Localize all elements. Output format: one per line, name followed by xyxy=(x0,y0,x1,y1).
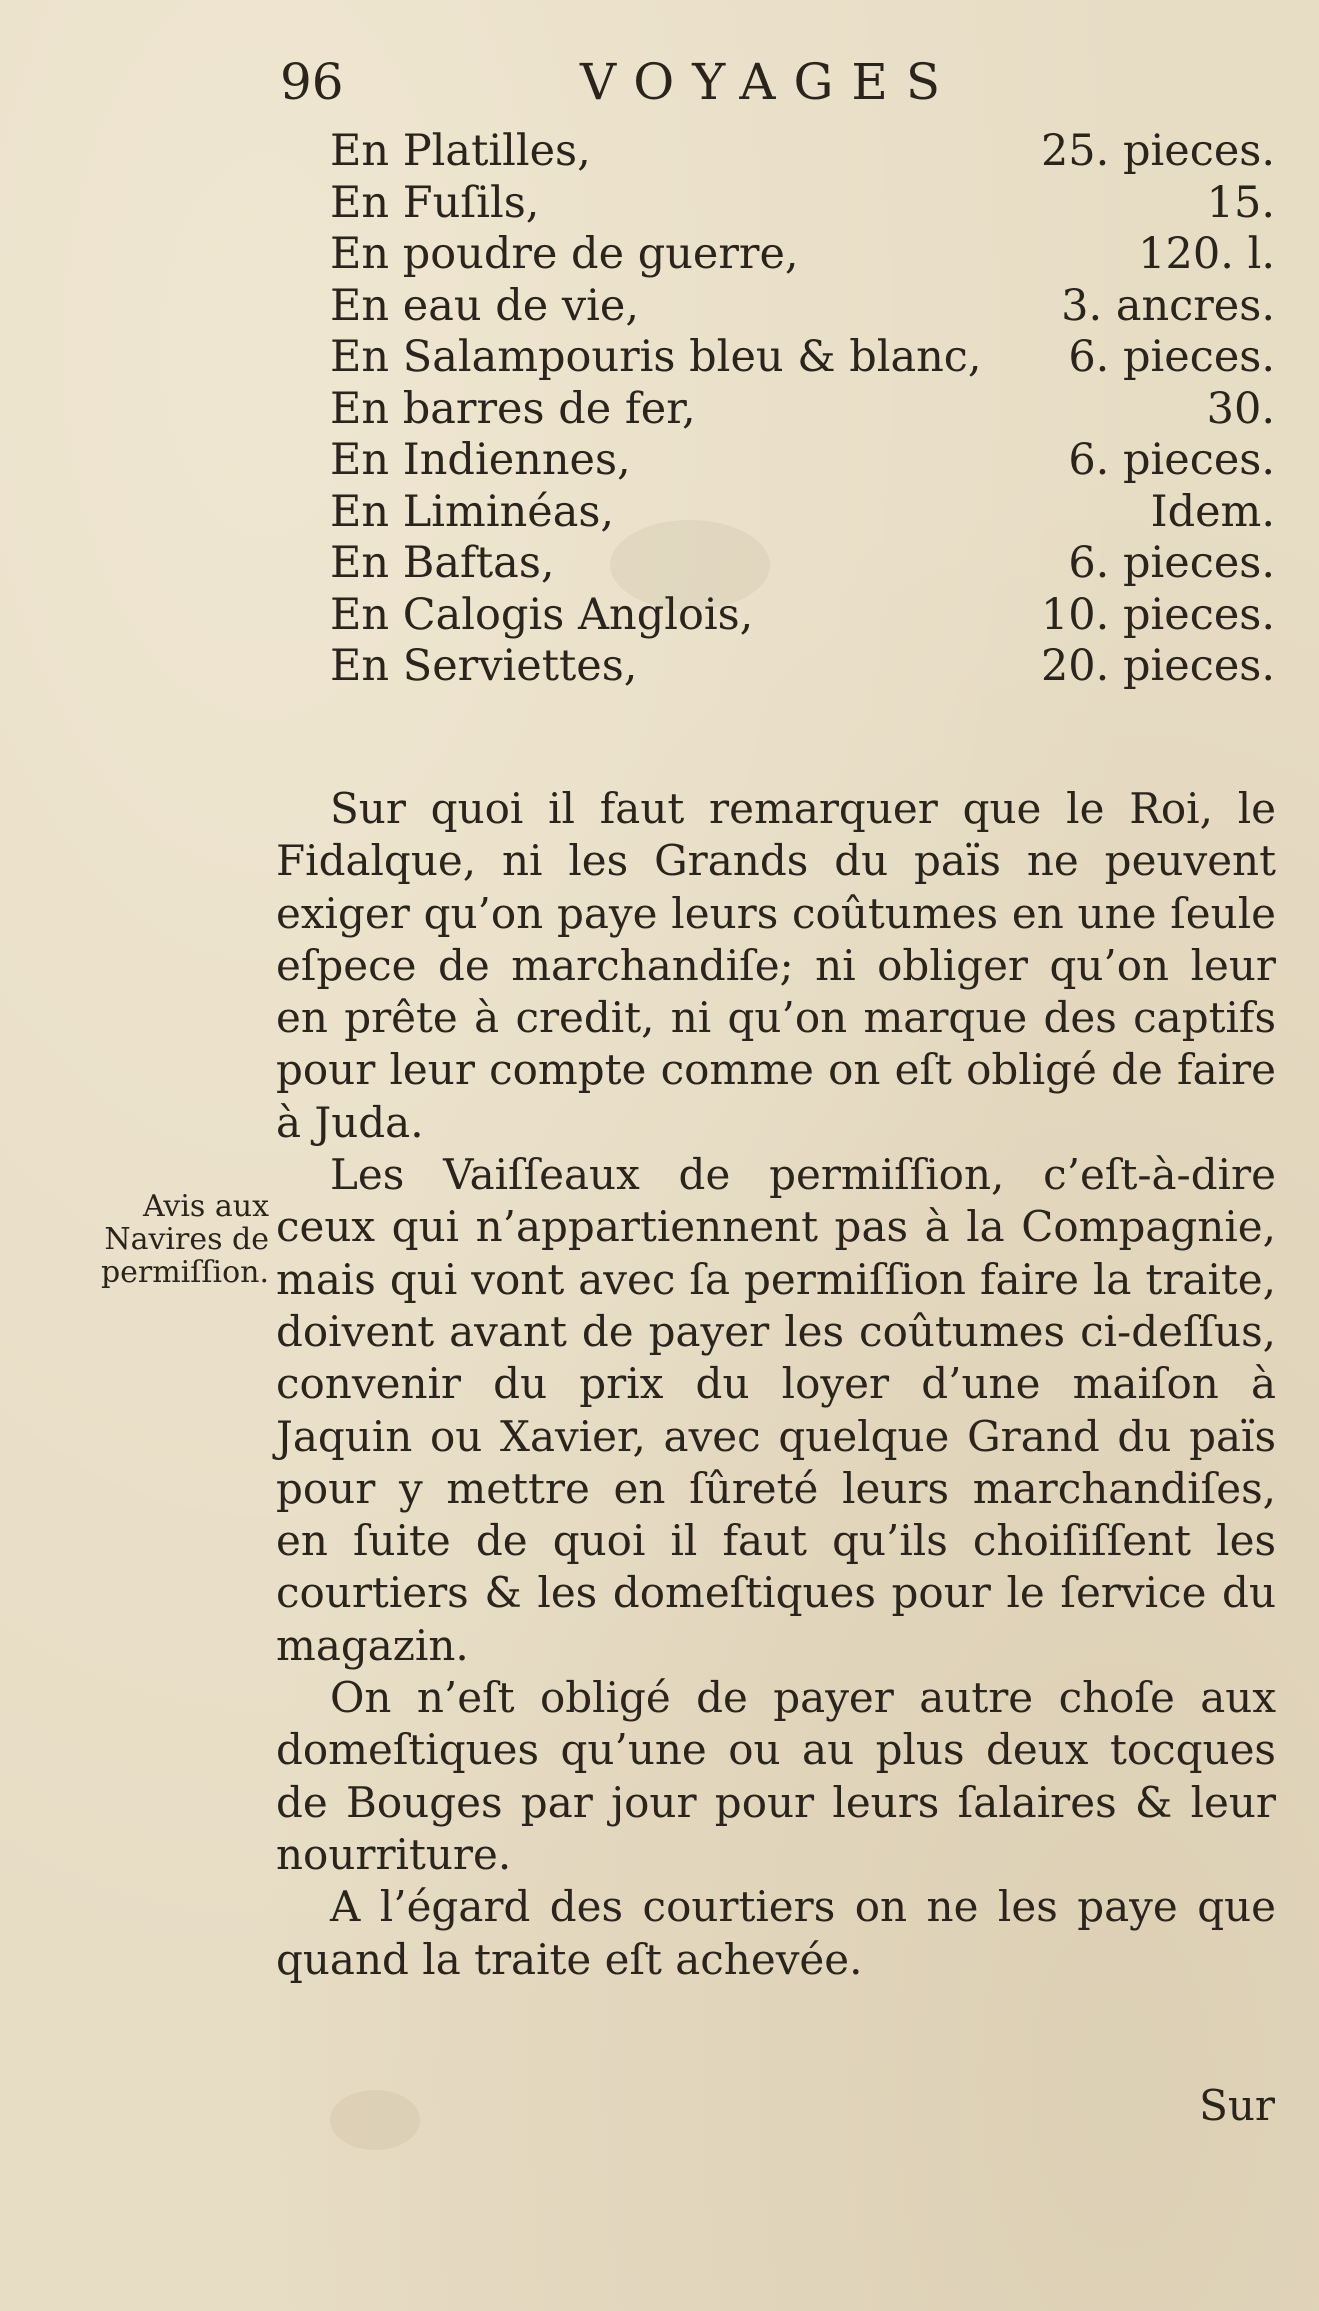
goods-amount: 120. l. xyxy=(1138,229,1275,279)
goods-amount: 6. pieces. xyxy=(1068,332,1275,382)
goods-item: En Serviettes, xyxy=(330,641,638,691)
goods-item: En poudre de guerre, xyxy=(330,229,799,279)
paragraph: Les Vaiſſeaux de permiſſion, c’eſt-à-dire ceux qui n’appartiennent pas à la Compagnie, mais qui vont avec ſa permiſſion faire la traite, doivent avant de payer les coûtumes ci-deſſus, convenir du prix du loyer d’une maiſon à Jaquin ou Xavier, avec quelque Grand du païs pour y mettre en ſûreté leurs marchandiſes, en ſuite de quoi il faut qu’ils choiſiſſent les courtiers & les domeſtiques pour le ſervice du magazin. xyxy=(276,1150,1276,1670)
goods-amount: 30. xyxy=(1206,383,1275,434)
goods-item: En Calogis Anglois, xyxy=(330,589,754,640)
goods-amount: 25. pieces. xyxy=(1040,126,1275,176)
catchword: Sur xyxy=(1199,2081,1275,2130)
goods-amount: 20. pieces. xyxy=(1040,641,1275,691)
margin-note-line: permiſſion. xyxy=(100,1255,269,1290)
goods-item: En Salampouris bleu & blanc, xyxy=(330,332,982,382)
list-item xyxy=(330,590,1275,642)
list-item xyxy=(330,641,1275,693)
goods-item: En eau de vie, xyxy=(330,280,639,331)
list-item xyxy=(330,384,1275,436)
list-item xyxy=(330,126,1275,178)
goods-item: En Liminéas, xyxy=(330,486,615,537)
paragraph: Sur quoi il faut remarquer que le Roi, le Fidalque, ni les Grands du païs ne peuvent exiger qu’on paye leurs coûtumes en une ſeule eſpece de marchandiſe; ni obliger qu’on leur en prête à credit, ni qu’on marque des captifs pour leur compte comme on eſt obligé de faire à Juda. xyxy=(276,784,1276,1147)
goods-item: En Fuſils, xyxy=(330,177,540,228)
list-item xyxy=(330,332,1275,384)
paragraph: On n’eſt obligé de payer autre choſe aux domeſtiques qu’une ou au plus deux tocques de Bouges par jour pour leurs ſalaires & leur nourriture. xyxy=(276,1673,1276,1879)
margin-note xyxy=(54,1190,269,1289)
goods-amount: 6. pieces. xyxy=(1068,435,1275,485)
goods-item: En Indiennes, xyxy=(330,435,631,485)
goods-amount: 3. ancres. xyxy=(1061,280,1275,331)
page-number: 96 xyxy=(280,53,344,111)
list-item xyxy=(330,229,1275,281)
list-item xyxy=(330,487,1275,539)
goods-item: En barres de fer, xyxy=(330,383,696,434)
list-item xyxy=(330,281,1275,333)
page-header xyxy=(280,52,1040,112)
goods-amount: Idem. xyxy=(1150,486,1275,537)
body-text xyxy=(276,783,1276,1986)
paragraph: A l’égard des courtiers on ne les paye que quand la traite eſt achevée. xyxy=(276,1882,1276,1984)
goods-amount: 15. xyxy=(1206,177,1275,228)
list-item xyxy=(330,178,1275,230)
goods-item: En Platilles, xyxy=(330,126,591,176)
running-title: VOYAGES xyxy=(580,53,959,111)
paper-stain xyxy=(330,2090,420,2150)
margin-note-line: Navires de xyxy=(104,1222,269,1257)
list-item xyxy=(330,435,1275,487)
list-item xyxy=(330,538,1275,590)
goods-item: En Baftas, xyxy=(330,538,555,588)
goods-amount: 6. pieces. xyxy=(1068,538,1275,588)
goods-amount: 10. pieces. xyxy=(1040,589,1275,640)
margin-note-line: Avis aux xyxy=(142,1189,269,1224)
goods-list xyxy=(330,126,1275,693)
